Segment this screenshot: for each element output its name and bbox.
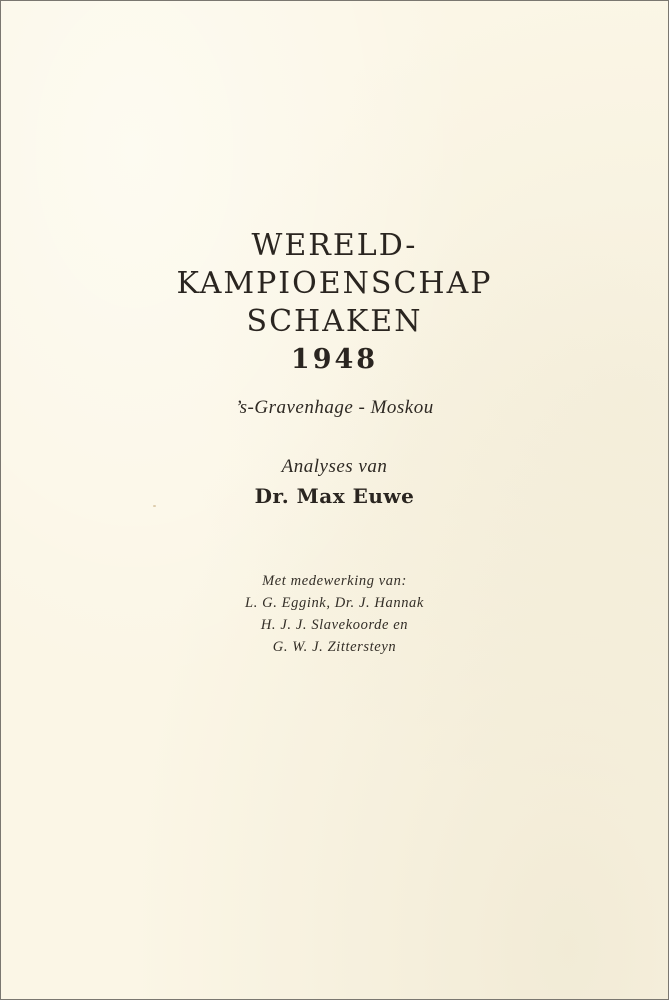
- paper-speck: [153, 505, 156, 507]
- title-line-2: KAMPIOENSCHAP: [176, 266, 493, 301]
- book-title: [1, 227, 668, 379]
- collaborator-line-3: G. W. J. Zittersteyn: [272, 639, 397, 655]
- collaborator-line-1: L. G. Eggink, Dr. J. Hannak: [245, 595, 424, 611]
- analyses-label: Analyses van: [281, 456, 388, 477]
- place-subtitle: ’s-Gravenhage - Moskou: [235, 397, 434, 418]
- collaboration-heading: Met medewerking van:: [262, 573, 407, 589]
- title-year: 1948: [290, 344, 379, 375]
- collaboration-block: [1, 570, 668, 658]
- collaborator-line-2: H. J. J. Slavekoorde en: [260, 617, 409, 633]
- author-name: Dr. Max Euwe: [254, 484, 415, 508]
- title-line-1: WERELD-: [251, 228, 418, 263]
- title-line-3: SCHAKEN: [246, 304, 423, 339]
